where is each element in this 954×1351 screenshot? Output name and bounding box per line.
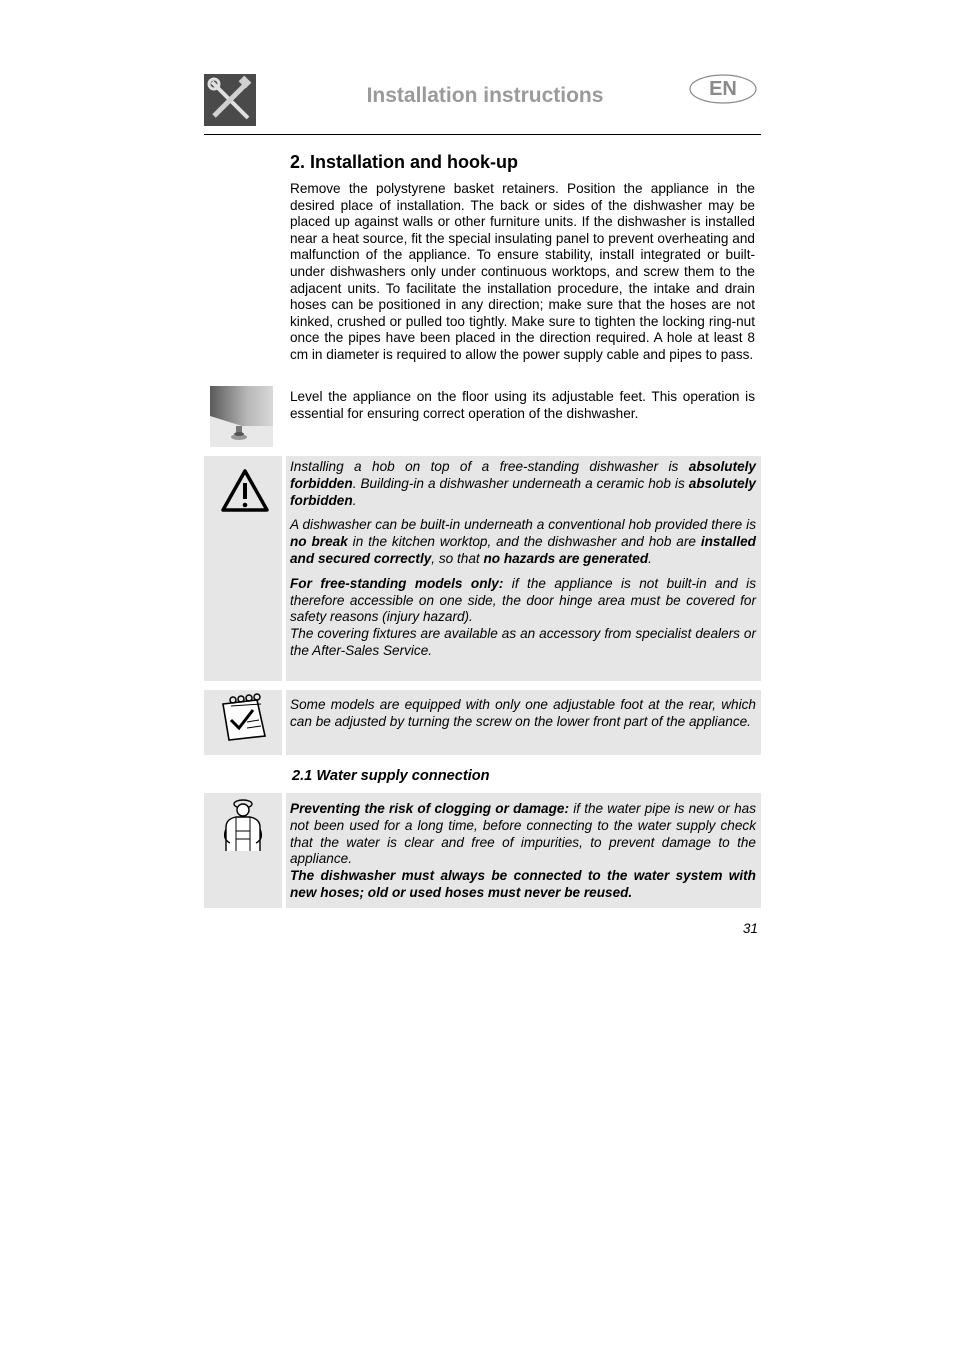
emphasis: installed and secured correctly <box>290 534 756 566</box>
text-run: . Building-in a dishwasher underneath a ceramic hob is <box>352 475 689 491</box>
header-title: Installation instructions <box>366 84 604 107</box>
level-paragraph <box>290 389 755 422</box>
language-badge-label: EN <box>709 78 737 100</box>
note-content <box>290 697 756 731</box>
text-run: in the kitchen worktop, and the dishwasher and hob are <box>347 534 701 550</box>
notepad-check-icon <box>217 692 269 742</box>
page-number: 31 <box>742 921 758 936</box>
emphasis: no break <box>290 534 348 550</box>
text-run: A dishwasher can be built-in underneath a conventional hob provided there is <box>290 517 756 533</box>
warning-content <box>290 459 756 660</box>
header-divider <box>204 134 761 135</box>
emphasis: no hazards are generated <box>483 550 649 566</box>
water-paragraph-1 <box>290 801 756 868</box>
emphasis: absolutely forbidden <box>290 459 756 491</box>
intro-text: Remove the polystyrene basket retainers. Position the appliance in the desired place of installation. The back or sides of the dishwasher may be placed up against walls or other furniture units. If the dishwasher is installed near a heat source, fit the special insulating panel to prevent overheating and malfunction of the appliance. To ensure stability, install integrated or built-under dishwashers only under continuous worktops, and screw them to the adjacent units. To facilitate the installation procedure, the intake and drain hoses can be positioned in any direction; make sure that the hoses are not kinked, crushed or pulled too tightly. Make sure to tighten the locking ring-nut once the pipes have been placed in the direction required. A hole at least 8 cm in diameter is required to allow the power supply cable and pipes to pass. <box>290 181 755 362</box>
text-run: . <box>352 492 357 508</box>
tools-icon <box>204 74 256 126</box>
warning-triangle-icon <box>220 468 270 514</box>
warning-paragraph-3 <box>290 576 756 626</box>
water-icon-panel <box>204 793 282 908</box>
note-icon-panel <box>204 690 282 755</box>
water-content <box>290 801 756 902</box>
text-run: if the water pipe is new or has not been used for a long time, before connecting to the water supply check that the water is clear and free of impurities, to prevent damage to the appliance. <box>290 801 757 867</box>
text-run: if the appliance is not built-in and is therefore accessible on one side, the door hinge area must be covered for safety reasons (injury hazard). <box>290 575 756 625</box>
text-run: , so that <box>431 550 484 566</box>
text-run: Installing a hob on top of a free-standing dishwasher is <box>290 459 689 474</box>
technician-icon <box>218 795 268 853</box>
intro-paragraph <box>290 181 755 364</box>
note-text: Some models are equipped with only one adjustable foot at the rear, which can be adjusted by turning the screw on the lower front part of the appliance. <box>290 697 756 729</box>
emphasis: Preventing the risk of clogging or damage: <box>290 801 569 816</box>
emphasis: absolutely forbidden <box>290 475 756 508</box>
warning-icon-panel <box>204 456 282 681</box>
warning-paragraph-4: The covering fixtures are available as an accessory from specialist dealers or the After-Sales Service. <box>290 626 756 658</box>
adjustable-foot-icon <box>210 386 273 447</box>
level-text: Level the appliance on the floor using its adjustable feet. This operation is essential for ensuring correct operation of the dishwasher. <box>290 389 755 421</box>
emphasis: For free-standing models only: <box>290 575 504 591</box>
warning-paragraph-2 <box>290 517 756 567</box>
water-paragraph-2: The dishwasher must always be connected to the water system with new hoses; old or used hoses must never be reused. <box>290 868 756 900</box>
text-run: . <box>648 550 652 566</box>
subsection-title: 2.1 Water supply connection <box>292 768 490 784</box>
language-badge <box>689 74 757 104</box>
warning-paragraph-1 <box>290 459 756 509</box>
section-title: 2. Installation and hook-up <box>290 152 519 172</box>
